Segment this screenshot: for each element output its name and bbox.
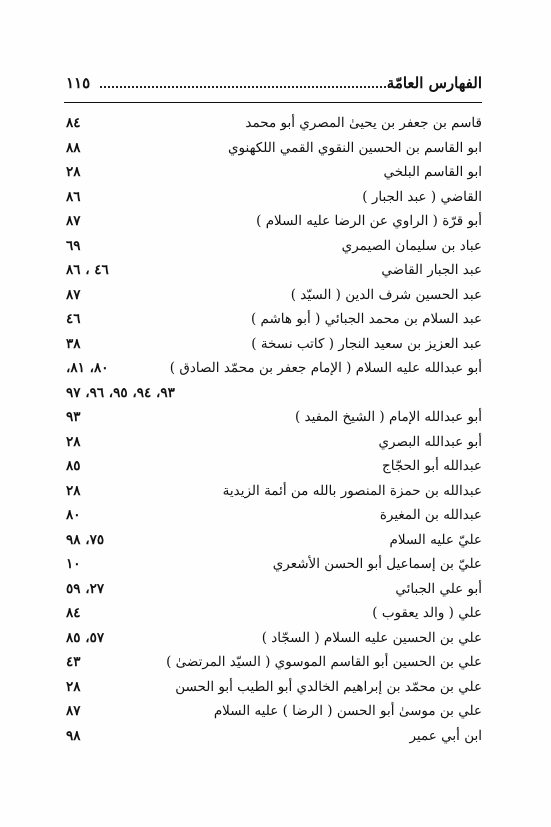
entry-name: عباد بن سليمان الصيمري xyxy=(341,237,482,254)
entry-pages: ٨٥ xyxy=(66,458,81,474)
entry-name: أبو عبدالله البصري xyxy=(378,433,482,450)
entry-name: أبو علي الجبائي xyxy=(395,580,482,597)
entry-name: عليّ بن إسماعيل أبو الحسن الأشعري xyxy=(272,556,482,572)
index-entry xyxy=(64,260,482,285)
entry-name: علي بن الحسين أبو القاسم الموسوي ( السيّد المرتضىٰ ) xyxy=(166,654,482,670)
index-entry xyxy=(64,603,482,628)
entry-pages: ٨٧ xyxy=(66,213,81,229)
entry-pages: ٢٨ xyxy=(66,164,81,180)
index-entry xyxy=(64,432,482,457)
index-entry-continuation xyxy=(64,383,482,408)
entry-pages: ٤٦ xyxy=(66,311,81,327)
entry-pages: ٦٩ xyxy=(66,237,81,254)
entry-pages: ٩٣ xyxy=(66,409,81,425)
index-entry xyxy=(64,726,482,751)
index-entry xyxy=(64,652,482,677)
entry-name: ابن أبي عمير xyxy=(409,727,482,744)
entry-name: أبو عبدالله عليه السلام ( الإمام جعفر بن محمّد الصادق ) xyxy=(169,360,482,376)
index-entry xyxy=(64,211,482,236)
index-entry xyxy=(64,285,482,310)
index-entry xyxy=(64,505,482,530)
entry-pages: ٨٤ xyxy=(66,605,81,621)
entry-pages: ٤٦ ، ٨٦ xyxy=(66,262,109,278)
index-entry xyxy=(64,138,482,163)
entry-name: عبدالله بن المغيرة xyxy=(379,507,482,523)
entry-name: عبد الحسين شرف الدين ( السيّد ) xyxy=(290,286,482,303)
entry-pages: ٢٨ xyxy=(66,482,81,499)
entry-pages: ٢٧، ٥٩ xyxy=(66,580,105,597)
dotted-leader xyxy=(100,78,390,88)
entry-pages: ٨٦ xyxy=(66,188,81,205)
entry-name: عبدالله بن حمزة المنصور بالله من أئمة الزيدية xyxy=(222,482,482,499)
index-entry xyxy=(64,334,482,359)
index-entry xyxy=(64,309,482,334)
index-entry xyxy=(64,407,482,432)
entry-name: عبد العزيز بن سعيد النجار ( كاتب نسخة ) xyxy=(251,335,482,352)
running-header xyxy=(64,68,482,103)
index-entry xyxy=(64,456,482,481)
entry-name: عبدالله أبو الحجّاج xyxy=(382,458,482,474)
index-entry xyxy=(64,677,482,702)
entry-name: ابو القاسم بن الحسين النقوي القمي اللكهنوي xyxy=(227,139,482,156)
entry-pages: ٣٨ xyxy=(66,335,81,352)
index-page xyxy=(64,68,482,750)
entry-name: عبد السلام بن محمد الجبائي ( أبو هاشم ) xyxy=(250,311,482,327)
index-entry xyxy=(64,579,482,604)
entry-pages: ٧٥، ٩٨ xyxy=(66,531,105,548)
entry-pages: ٨٧ xyxy=(66,703,81,719)
entry-name: علي بن محمّد بن إبراهيم الخالدي أبو الطيب أبو الحسن xyxy=(175,678,482,695)
entry-pages: ٩٣، ٩٤، ٩٥، ٩٦، ٩٧ xyxy=(66,384,175,401)
entry-name: عليّ عليه السلام xyxy=(389,531,482,548)
entry-name: علي ( والد يعقوب ) xyxy=(372,605,482,621)
index-entry xyxy=(64,530,482,555)
index-entry xyxy=(64,187,482,212)
index-entries xyxy=(64,113,482,750)
header-title: الفهارس العامّة xyxy=(386,74,482,92)
entry-pages: ٢٨ xyxy=(66,433,81,450)
entry-name: أبو عبدالله الإمام ( الشيخ المفيد ) xyxy=(294,409,482,425)
entry-pages: ٨٨ xyxy=(66,139,81,156)
entry-pages: ٥٧، ٨٥ xyxy=(66,629,105,646)
entry-name: علي بن موسىٰ أبو الحسن ( الرضا ) عليه السلام xyxy=(213,703,482,719)
index-entry xyxy=(64,701,482,726)
entry-name: ابو القاسم البلخي xyxy=(383,164,482,180)
page-number: ١١٥ xyxy=(66,74,91,92)
entry-pages: ٨٠، ٨١، xyxy=(66,360,109,376)
entry-pages: ٩٨ xyxy=(66,727,81,744)
index-entry xyxy=(64,236,482,261)
entry-name: علي بن الحسين عليه السلام ( السجّاد ) xyxy=(261,629,482,646)
entry-pages: ٨٤ xyxy=(66,115,81,131)
entry-name: قاسم بن جعفر بن يحيىٰ المصري أبو محمد xyxy=(245,115,482,131)
entry-name: القاضي ( عبد الجبار ) xyxy=(362,188,482,205)
entry-pages: ٢٨ xyxy=(66,678,81,695)
index-entry xyxy=(64,628,482,653)
entry-name: عبد الجبار القاضي xyxy=(381,262,482,278)
entry-name: أبو قرّة ( الراوي عن الرضا عليه السلام ) xyxy=(256,213,482,229)
index-entry xyxy=(64,162,482,187)
entry-pages: ١٠ xyxy=(66,556,81,572)
index-entry xyxy=(64,358,482,383)
index-entry xyxy=(64,113,482,138)
index-entry xyxy=(64,554,482,579)
entry-pages: ٨٠ xyxy=(66,507,81,523)
index-entry xyxy=(64,481,482,506)
entry-pages: ٨٧ xyxy=(66,286,81,303)
entry-pages: ٤٣ xyxy=(66,654,81,670)
